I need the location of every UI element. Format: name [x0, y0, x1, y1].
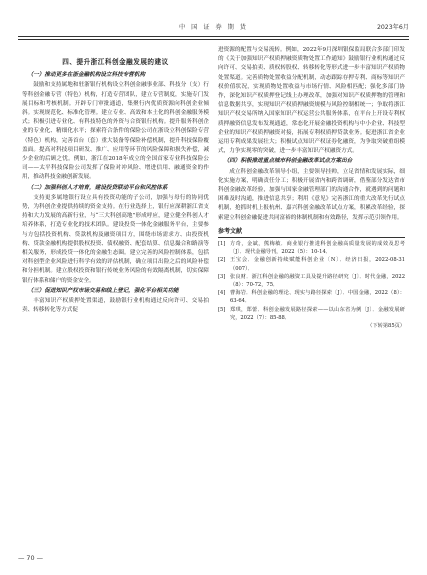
- reference-item: [218, 256, 405, 272]
- issue-date: 2023年6月: [376, 24, 409, 31]
- paragraph: 支持更多属地银行设立具有投资功能的子公司，加强与母行的协同优势，为科创企业提供持续的资金支持。在行业选择上，银行应深耕浙江省支持和大力发展的高新行业，与“三大科创高地”形成呼应，建立健全科创人才培养体系，打造专业化的技术团队。建设投贷一体化金融服务平台，主要参与方包括投资机构、贷款机构及融资项目方，围绕市场需求方、由投资机构、贷款金融机构提供股权投资、债权融资、配套结算、信息撮合和路演等相关服务，形成投贷一体化的金融生态圈。建立完善的风险控制体系，包括对科创型企业风险进行科学有效的评估机制，确立项目出险之后的风险补偿和分担机制。建立股权投资和银行传统业务风险的有效隔离机制，切实保障银行体系和储户的资金安全。: [22, 194, 209, 284]
- running-header: [18, 22, 409, 36]
- paragraph: 鼓励和支持属地和驻浙银行机构设立科创金融事业部、科技分（支）行等科创金融专营（特色）机构，打造专营团队，建立专营制度，实施专门发展目标和考核机制。开辟专门审批通道，集聚行内优质资源向科创企业倾斜。实现规范化、标准化管理。建立专业、高效和本土化的科创金融服务模式；积极引进专业化、有科技特色的外资与合资银行机构。提升服务科创企业的专业化、精细化水平；探索符合条件的保险公司在浙设立科创保险专营（特色）机构，完善首台（套）重大装备等保险补偿机制，提升科技保险覆盖面。提高对科技项目研发、推广、应用等环节的风险保障和损失补偿，减少企业的后顾之忧。例如，浙江在2018年成立的全国首家专业科技保险公司——太平科技保险公司发挥了保险对冲风险、增进信用、融通资金的作用，推动科技金融创新发展。: [22, 82, 209, 181]
- paragraph: 进资源的配置与交易流转。例如，2022年9月深圳银保监局联合多部门印发的《关于加强知识产权质押融资质物处置工作通知》鼓励银行业机构通过反向许可、交易拍卖、质权转股权、转移转化等形式进一步丰富知识产权质物处置渠道。完善质物处置收益分配机制，动态跟踪存押专利、商标等知识产权价值状况，实现质物处置收益与市场行情、风险相匹配；强化多部门协作，深化知识产权质押登记线上办理改革，加强对知识产权质押物的管理和信息数据共享，实现知识产权质押融资规模与风险控制相统一；争取将浙江知识产权交易所纳入国家知识产权运营公共服务体系，在平台上开设专利权质押融资信息发布发现通道，常态化开展金融投资机构与中小企业、科技型企业的知识产权质押融资对接，拓展专利权质押贷款业务。促进浙江省企业运用专利成果发展壮大；积极试点知识产权证券化融资，为争取突破重组模式，力争实现零的突破，进一步丰富知识产权融资方式。: [218, 47, 405, 155]
- reference-number: [4]: [218, 290, 226, 297]
- reference-number: [3]: [218, 273, 226, 280]
- subsection-title-2: （二）加强科创人才培育，建设投贷联动平台和风控体系: [27, 184, 168, 191]
- reference-number: [1]: [218, 241, 226, 248]
- paragraph: 丰富知识产权质押处置渠道，鼓励银行业机构通过反向许可、交易拍卖、转移转化等方式促: [22, 298, 209, 314]
- reference-text: 张良财．浙江科创金融的融资工具及提升路径研究〔J〕．时代金融，2022（8）：70-72，75．: [230, 273, 405, 289]
- reference-item: [218, 273, 405, 289]
- reference-text: 王宝会．金融创新持续赋能科创企业〔N〕．经济日报，2022-08-31（007）．: [230, 257, 405, 272]
- reference-number: [2]: [218, 257, 226, 264]
- references-list: [218, 240, 405, 322]
- right-column: [218, 46, 405, 330]
- reference-number: [5]: [218, 306, 226, 313]
- subsection-title-1: （一）推动更多在浙金融机构设立科技专营机构: [27, 72, 146, 79]
- subsection-title-4: （四）积极推进重点城市科创金融改革试点方案出台: [223, 158, 353, 165]
- journal-name: 中 国 证 券 期 货: [179, 24, 248, 31]
- section-title: 四、提升浙江科创金融发展的建议: [62, 58, 169, 66]
- subsection-title-3: （三）促进知识产权市场交易和线上登记，强化平台相关功能: [27, 287, 179, 294]
- header-rule: [18, 36, 409, 37]
- reference-item: [218, 306, 405, 322]
- references-title: 参考文献: [218, 227, 243, 235]
- reference-text: 曹海岩．科创金融的理论、现实与路径探索〔J〕．中国金融，2022（8）：63-64．: [230, 290, 405, 305]
- header-rule-thin: [18, 39, 409, 40]
- page-number: — 70 —: [18, 554, 43, 562]
- reference-text: 方奇，金斌，熊梅敏．商业银行推进科创金融高质量发展的成效及思考〔J〕．现代金融导刊，2022（5）：10-14．: [230, 241, 405, 256]
- continued-note: （下转第85页）: [367, 323, 405, 330]
- references-rule: [218, 237, 405, 238]
- reference-text: 郑琪，郑蕾．科创金融发展路径探索——以山东省为例〔J〕．金融发展研究，2022（7）：85-88．: [230, 306, 405, 321]
- reference-item: [218, 240, 405, 256]
- reference-item: [218, 289, 405, 305]
- paragraph: 成立科创金融改革领导小组，主要领导挂帅，立足省情和发展实际，细化实施方案，明确责任分工；积极开展省内和跨省调研，借鉴部分发达省市科创金融改革经验，加强与国家金融管理部门的沟通合作，就遇到的问题和困难及时沟通，推进信息共享；利用《意见》完善浙江的重大改革先行试点机制，抢抓时机上报杭州、嘉兴科创金融改革试点方案，积累改革经验，探索建立科创金融促进共同富裕的体制机制和有效路径，发挥示范引领作用。: [218, 168, 405, 221]
- left-column: [22, 46, 209, 315]
